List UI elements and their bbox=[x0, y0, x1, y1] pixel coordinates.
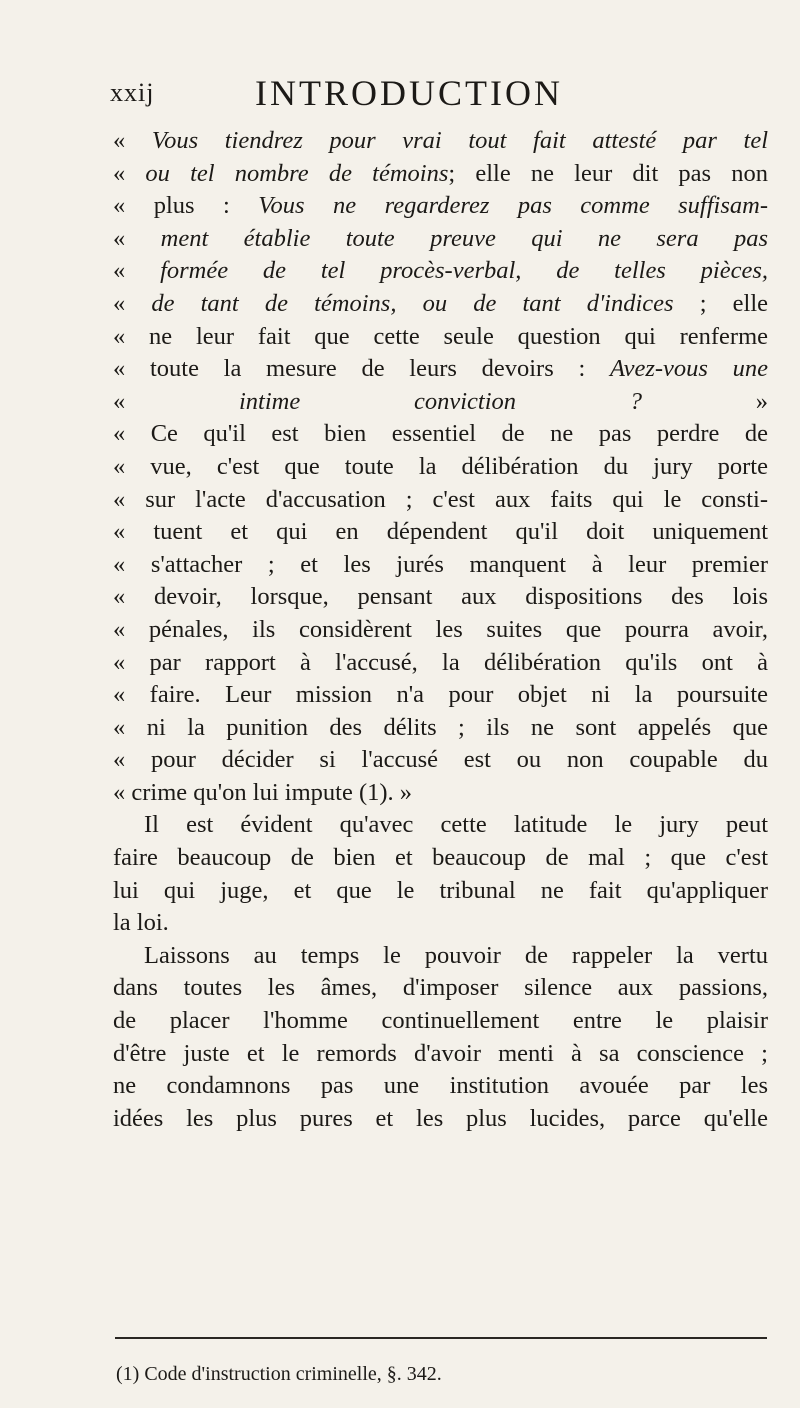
text-segment: ; elle bbox=[673, 289, 768, 317]
text-segment: Il est évident qu'avec cette latitude le jury peut bbox=[144, 811, 768, 839]
text-segment: « ne leur fait que cette seule question qui renferme bbox=[113, 322, 768, 350]
text-segment: intime conviction ? bbox=[239, 387, 643, 415]
text-line bbox=[113, 940, 768, 973]
text-segment: « crime qu'on lui impute (1). » bbox=[113, 778, 413, 806]
text-line bbox=[113, 777, 768, 810]
text-line bbox=[113, 581, 768, 614]
text-line bbox=[113, 907, 768, 940]
text-line bbox=[113, 647, 768, 680]
text-line bbox=[113, 842, 768, 875]
text-line bbox=[113, 321, 768, 354]
text-segment: ne condamnons pas une institution avouée par les bbox=[113, 1072, 768, 1100]
text-line bbox=[113, 158, 768, 191]
text-line bbox=[113, 972, 768, 1005]
page-header bbox=[110, 72, 740, 112]
text-segment: « Ce qu'il est bien essentiel de ne pas perdre de bbox=[113, 420, 768, 448]
text-line bbox=[113, 255, 768, 288]
text-line bbox=[113, 1038, 768, 1071]
text-segment: d'être juste et le remords d'avoir menti à sa conscience ; bbox=[113, 1039, 768, 1067]
text-segment: « toute la mesure de leurs devoirs : bbox=[113, 355, 610, 383]
text-line bbox=[113, 451, 768, 484]
body-text bbox=[113, 125, 768, 1135]
text-line bbox=[113, 190, 768, 223]
text-line bbox=[113, 1103, 768, 1136]
text-segment: « bbox=[113, 257, 161, 285]
text-segment: dans toutes les âmes, d'imposer silence aux passions, bbox=[113, 974, 768, 1002]
text-line bbox=[113, 484, 768, 517]
text-segment: « tuent et qui en dépendent qu'il doit uniquement bbox=[113, 518, 768, 546]
footnote-rule bbox=[115, 1337, 767, 1339]
text-segment: « bbox=[113, 387, 239, 415]
text-line bbox=[113, 875, 768, 908]
text-line bbox=[113, 1070, 768, 1103]
text-line bbox=[113, 614, 768, 647]
text-line bbox=[113, 125, 768, 158]
text-segment: ment établie toute preuve qui ne sera pas bbox=[160, 224, 768, 252]
text-segment: « bbox=[113, 224, 161, 252]
text-line bbox=[113, 223, 768, 256]
text-segment: « bbox=[113, 159, 146, 187]
text-segment: formée de tel procès-verbal, de telles pièces, bbox=[160, 257, 768, 285]
text-segment: Avez-vous une bbox=[609, 355, 768, 383]
text-segment: « bbox=[113, 127, 152, 154]
text-segment: de placer l'homme continuellement entre le plaisir bbox=[113, 1007, 768, 1035]
text-line bbox=[113, 418, 768, 451]
text-line bbox=[113, 353, 768, 386]
text-segment: « pénales, ils considèrent les suites que pourra avoir, bbox=[113, 615, 768, 643]
text-line bbox=[113, 712, 768, 745]
text-line bbox=[113, 809, 768, 842]
text-segment: « faire. Leur mission n'a pour objet ni la poursuite bbox=[113, 681, 768, 709]
text-segment: « s'attacher ; et les jurés manquent à leur premier bbox=[113, 550, 768, 578]
page-number: xxij bbox=[110, 78, 155, 107]
text-segment: « bbox=[113, 289, 152, 317]
text-segment: « par rapport à l'accusé, la délibération qu'ils ont à bbox=[113, 648, 768, 676]
text-segment: « plus : bbox=[113, 192, 259, 220]
text-segment: Vous ne regarderez pas comme suffisam- bbox=[258, 192, 768, 220]
text-segment: la loi. bbox=[113, 909, 169, 937]
text-segment: ou tel nombre de témoins bbox=[145, 159, 449, 187]
text-segment: « pour décider si l'accusé est ou non coupable du bbox=[113, 746, 768, 774]
text-line bbox=[113, 744, 768, 777]
text-line bbox=[113, 386, 768, 419]
text-segment: idées les plus pures et les plus lucides, parce qu'elle bbox=[113, 1104, 768, 1132]
text-line bbox=[113, 549, 768, 582]
text-segment: « sur l'acte d'accusation ; c'est aux faits qui le consti- bbox=[113, 485, 768, 513]
text-segment: Vous tiendrez pour vrai tout fait attesté par tel bbox=[151, 127, 768, 154]
text-line bbox=[113, 288, 768, 321]
text-segment: lui qui juge, et que le tribunal ne fait qu'appliquer bbox=[113, 876, 768, 904]
text-line bbox=[113, 516, 768, 549]
text-segment: « devoir, lorsque, pensant aux dispositions des lois bbox=[113, 583, 768, 611]
text-segment: faire beaucoup de bien et beaucoup de mal ; que c'est bbox=[113, 844, 768, 872]
text-line bbox=[113, 679, 768, 712]
text-segment: » bbox=[642, 387, 768, 415]
text-segment: « vue, c'est que toute la délibération du jury porte bbox=[113, 452, 768, 480]
text-segment: de tant de témoins, ou de tant d'indices bbox=[151, 289, 674, 317]
text-segment: ; elle ne leur dit pas non bbox=[448, 159, 768, 187]
text-segment: Laissons au temps le pouvoir de rappeler la vertu bbox=[144, 941, 768, 969]
footnote: (1) Code d'instruction criminelle, §. 342. bbox=[116, 1363, 442, 1385]
text-line bbox=[113, 1005, 768, 1038]
text-segment: « ni la punition des délits ; ils ne sont appelés que bbox=[113, 713, 768, 741]
running-title: INTRODUCTION bbox=[255, 73, 563, 113]
